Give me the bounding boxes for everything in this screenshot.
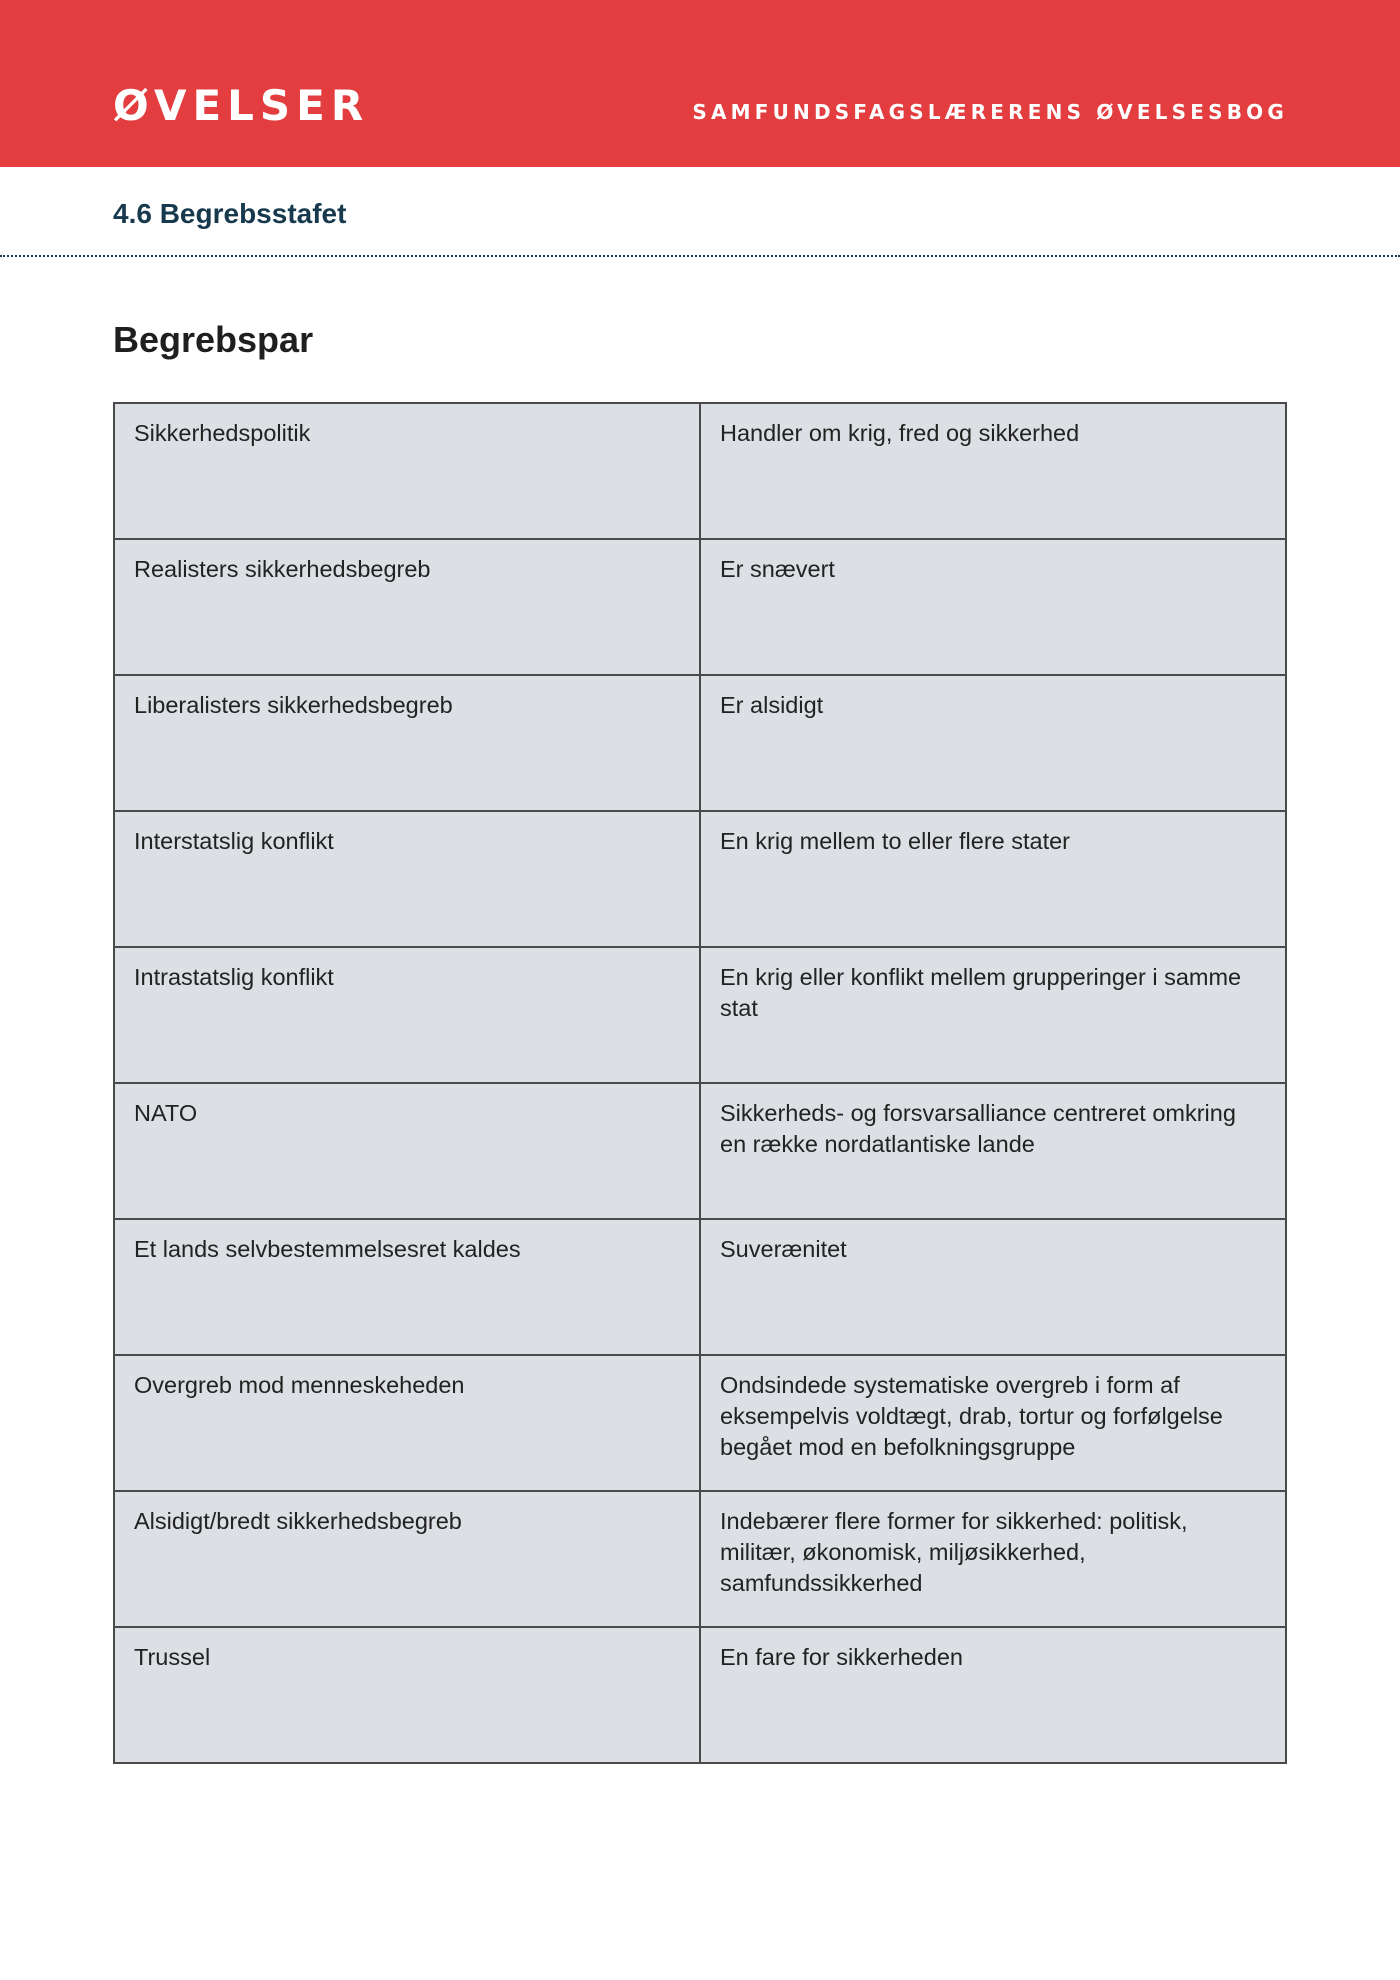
term-cell: NATO	[114, 1083, 700, 1219]
table-row	[114, 1083, 1286, 1219]
table-row	[114, 1355, 1286, 1491]
term-cell: Realisters sikkerhedsbegreb	[114, 539, 700, 675]
table-row	[114, 539, 1286, 675]
table-row	[114, 947, 1286, 1083]
definition-cell: Ondsindede systematiske overgreb i form af eksempelvis voldtægt, drab, tortur og forfølgelse begået mod en befolkningsgruppe	[700, 1355, 1286, 1491]
dotted-divider	[0, 255, 1400, 257]
term-cell: Interstatslig konflikt	[114, 811, 700, 947]
term-cell: Intrastatslig konflikt	[114, 947, 700, 1083]
table-body	[114, 403, 1286, 1763]
banner-title: ØVELSER	[113, 81, 370, 130]
term-cell: Trussel	[114, 1627, 700, 1763]
definition-cell: En krig mellem to eller flere stater	[700, 811, 1286, 947]
table-row	[114, 1491, 1286, 1627]
definition-cell: Er alsidigt	[700, 675, 1286, 811]
term-cell: Overgreb mod menneskeheden	[114, 1355, 700, 1491]
term-cell: Alsidigt/bredt sikkerhedsbegreb	[114, 1491, 700, 1627]
definition-cell: Handler om krig, fred og sikkerhed	[700, 403, 1286, 539]
book-title: SAMFUNDSFAGSLÆRERENS ØVELSESBOG	[692, 100, 1288, 124]
page-title: Begrebspar	[113, 319, 314, 360]
definition-cell: En fare for sikkerheden	[700, 1627, 1286, 1763]
definition-cell: Er snævert	[700, 539, 1286, 675]
definition-cell: Suverænitet	[700, 1219, 1286, 1355]
definition-cell: Indebærer flere former for sikkerhed: politisk, militær, økonomisk, miljøsikkerhed, samfundssikkerhed	[700, 1491, 1286, 1627]
table-row	[114, 811, 1286, 947]
concept-pairs-table	[113, 402, 1287, 1764]
table-row	[114, 675, 1286, 811]
term-cell: Sikkerhedspolitik	[114, 403, 700, 539]
table-row	[114, 1219, 1286, 1355]
table-row	[114, 1627, 1286, 1763]
definition-cell: En krig eller konflikt mellem grupperinger i samme stat	[700, 947, 1286, 1083]
term-cell: Liberalisters sikkerhedsbegreb	[114, 675, 700, 811]
definition-cell: Sikkerheds- og forsvarsalliance centreret omkring en række nordatlantiske lande	[700, 1083, 1286, 1219]
section-heading: 4.6 Begrebsstafet	[113, 198, 347, 229]
term-cell: Et lands selvbestemmelsesret kaldes	[114, 1219, 700, 1355]
table-row	[114, 403, 1286, 539]
header-banner	[0, 0, 1400, 167]
